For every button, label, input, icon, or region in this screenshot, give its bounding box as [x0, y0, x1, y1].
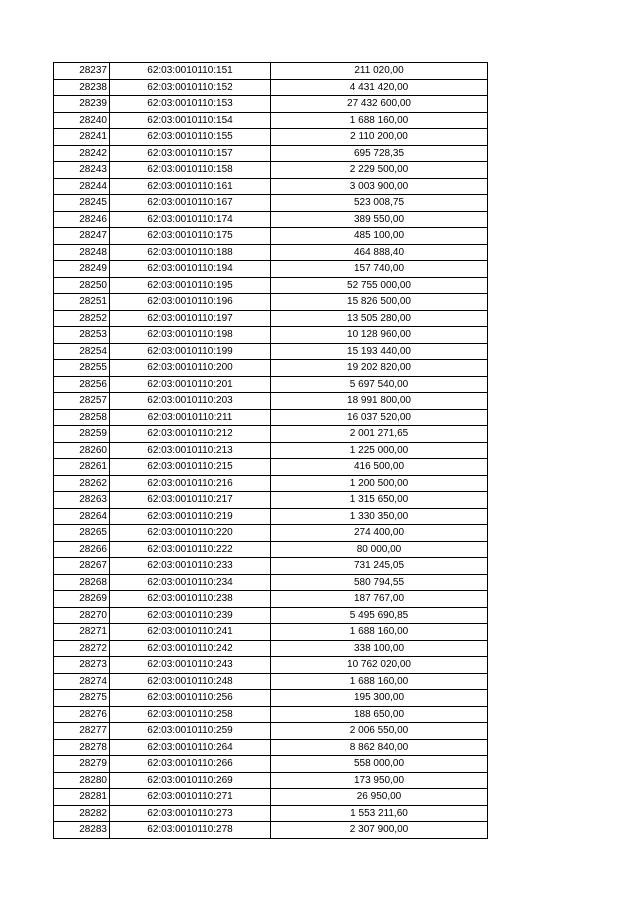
row-number-cell: 28276	[54, 706, 110, 723]
cadastral-number-cell: 62:03:0010110:211	[110, 409, 271, 426]
table-row	[54, 244, 488, 261]
table-row	[54, 673, 488, 690]
cadastral-value-cell: 27 432 600,00	[271, 96, 488, 113]
table-row	[54, 112, 488, 129]
cadastral-value-cell: 1 553 211,60	[271, 805, 488, 822]
cadastral-number-cell: 62:03:0010110:271	[110, 789, 271, 806]
table-row	[54, 475, 488, 492]
cadastral-value-cell: 195 300,00	[271, 690, 488, 707]
table-row	[54, 393, 488, 410]
cadastral-number-cell: 62:03:0010110:199	[110, 343, 271, 360]
table-row	[54, 789, 488, 806]
cadastral-value-cell: 16 037 520,00	[271, 409, 488, 426]
row-number-cell: 28281	[54, 789, 110, 806]
cadastral-number-cell: 62:03:0010110:241	[110, 624, 271, 641]
row-number-cell: 28268	[54, 574, 110, 591]
row-number-cell: 28245	[54, 195, 110, 212]
table-row	[54, 228, 488, 245]
row-number-cell: 28279	[54, 756, 110, 773]
cadastral-number-cell: 62:03:0010110:198	[110, 327, 271, 344]
cadastral-value-cell: 26 950,00	[271, 789, 488, 806]
table-row	[54, 211, 488, 228]
table-row	[54, 772, 488, 789]
cadastral-value-cell: 5 495 690,85	[271, 607, 488, 624]
cadastral-value-cell: 188 650,00	[271, 706, 488, 723]
cadastral-value-cell: 389 550,00	[271, 211, 488, 228]
cadastral-number-cell: 62:03:0010110:216	[110, 475, 271, 492]
cadastral-value-cell: 157 740,00	[271, 261, 488, 278]
cadastral-number-cell: 62:03:0010110:155	[110, 129, 271, 146]
cadastral-number-cell: 62:03:0010110:161	[110, 178, 271, 195]
table-row	[54, 294, 488, 311]
row-number-cell: 28249	[54, 261, 110, 278]
cadastral-number-cell: 62:03:0010110:188	[110, 244, 271, 261]
row-number-cell: 28270	[54, 607, 110, 624]
cadastral-number-cell: 62:03:0010110:219	[110, 508, 271, 525]
cadastral-value-cell: 5 697 540,00	[271, 376, 488, 393]
cadastral-number-cell: 62:03:0010110:195	[110, 277, 271, 294]
cadastral-value-cell: 2 006 550,00	[271, 723, 488, 740]
cadastral-number-cell: 62:03:0010110:243	[110, 657, 271, 674]
cadastral-value-cell: 464 888,40	[271, 244, 488, 261]
cadastral-value-cell: 4 431 420,00	[271, 79, 488, 96]
cadastral-number-cell: 62:03:0010110:203	[110, 393, 271, 410]
table-row	[54, 657, 488, 674]
table-row	[54, 129, 488, 146]
table-row	[54, 195, 488, 212]
table-row	[54, 640, 488, 657]
cadastral-number-cell: 62:03:0010110:258	[110, 706, 271, 723]
table-row	[54, 409, 488, 426]
cadastral-number-cell: 62:03:0010110:266	[110, 756, 271, 773]
row-number-cell: 28275	[54, 690, 110, 707]
cadastral-number-cell: 62:03:0010110:239	[110, 607, 271, 624]
cadastral-value-cell: 187 767,00	[271, 591, 488, 608]
table-row	[54, 508, 488, 525]
table-row	[54, 261, 488, 278]
cadastral-number-cell: 62:03:0010110:174	[110, 211, 271, 228]
cadastral-number-cell: 62:03:0010110:196	[110, 294, 271, 311]
table-row	[54, 525, 488, 542]
cadastral-value-cell: 1 688 160,00	[271, 112, 488, 129]
row-number-cell: 28241	[54, 129, 110, 146]
cadastral-number-cell: 62:03:0010110:238	[110, 591, 271, 608]
cadastral-number-cell: 62:03:0010110:259	[110, 723, 271, 740]
cadastral-value-cell: 1 225 000,00	[271, 442, 488, 459]
row-number-cell: 28253	[54, 327, 110, 344]
cadastral-value-cell: 52 755 000,00	[271, 277, 488, 294]
table-row	[54, 607, 488, 624]
cadastral-number-cell: 62:03:0010110:197	[110, 310, 271, 327]
table-row	[54, 822, 488, 839]
table-row	[54, 591, 488, 608]
cadastral-value-cell: 2 229 500,00	[271, 162, 488, 179]
cadastral-value-cell: 10 762 020,00	[271, 657, 488, 674]
cadastral-number-cell: 62:03:0010110:152	[110, 79, 271, 96]
cadastral-value-cell: 1 330 350,00	[271, 508, 488, 525]
row-number-cell: 28269	[54, 591, 110, 608]
cadastral-value-cell: 485 100,00	[271, 228, 488, 245]
cadastral-value-cell: 274 400,00	[271, 525, 488, 542]
row-number-cell: 28264	[54, 508, 110, 525]
cadastral-value-cell: 523 008,75	[271, 195, 488, 212]
cadastral-number-cell: 62:03:0010110:222	[110, 541, 271, 558]
row-number-cell: 28251	[54, 294, 110, 311]
cadastral-value-cell: 731 245,05	[271, 558, 488, 575]
cadastral-number-cell: 62:03:0010110:242	[110, 640, 271, 657]
table-row	[54, 178, 488, 195]
cadastral-number-cell: 62:03:0010110:212	[110, 426, 271, 443]
row-number-cell: 28243	[54, 162, 110, 179]
row-number-cell: 28280	[54, 772, 110, 789]
cadastral-value-cell: 15 826 500,00	[271, 294, 488, 311]
cadastral-number-cell: 62:03:0010110:157	[110, 145, 271, 162]
cadastral-value-cell: 3 003 900,00	[271, 178, 488, 195]
cadastral-number-cell: 62:03:0010110:213	[110, 442, 271, 459]
cadastral-number-cell: 62:03:0010110:151	[110, 63, 271, 80]
cadastral-value-cell: 1 200 500,00	[271, 475, 488, 492]
cadastral-number-cell: 62:03:0010110:167	[110, 195, 271, 212]
table-row	[54, 805, 488, 822]
row-number-cell: 28272	[54, 640, 110, 657]
table-row	[54, 145, 488, 162]
table-row	[54, 442, 488, 459]
cadastral-number-cell: 62:03:0010110:154	[110, 112, 271, 129]
table-row	[54, 756, 488, 773]
cadastral-value-cell: 580 794,55	[271, 574, 488, 591]
row-number-cell: 28247	[54, 228, 110, 245]
cadastral-value-cell: 13 505 280,00	[271, 310, 488, 327]
cadastral-number-cell: 62:03:0010110:175	[110, 228, 271, 245]
row-number-cell: 28252	[54, 310, 110, 327]
table-row	[54, 79, 488, 96]
cadastral-value-cell: 8 862 840,00	[271, 739, 488, 756]
table-body	[54, 63, 488, 839]
table-row	[54, 310, 488, 327]
row-number-cell: 28254	[54, 343, 110, 360]
table-row	[54, 723, 488, 740]
row-number-cell: 28283	[54, 822, 110, 839]
cadastral-number-cell: 62:03:0010110:215	[110, 459, 271, 476]
cadastral-value-cell: 15 193 440,00	[271, 343, 488, 360]
cadastral-number-cell: 62:03:0010110:233	[110, 558, 271, 575]
table-row	[54, 426, 488, 443]
row-number-cell: 28256	[54, 376, 110, 393]
row-number-cell: 28259	[54, 426, 110, 443]
row-number-cell: 28240	[54, 112, 110, 129]
row-number-cell: 28278	[54, 739, 110, 756]
row-number-cell: 28265	[54, 525, 110, 542]
cadastral-value-cell: 2 001 271,65	[271, 426, 488, 443]
table-row	[54, 376, 488, 393]
table-row	[54, 360, 488, 377]
row-number-cell: 28242	[54, 145, 110, 162]
cadastral-value-cell: 2 307 900,00	[271, 822, 488, 839]
cadastral-value-cell: 18 991 800,00	[271, 393, 488, 410]
table-row	[54, 558, 488, 575]
row-number-cell: 28250	[54, 277, 110, 294]
cadastral-value-cell: 1 688 160,00	[271, 673, 488, 690]
row-number-cell: 28273	[54, 657, 110, 674]
table-row	[54, 63, 488, 80]
table-row	[54, 277, 488, 294]
cadastral-number-cell: 62:03:0010110:278	[110, 822, 271, 839]
cadastral-number-cell: 62:03:0010110:201	[110, 376, 271, 393]
cadastral-number-cell: 62:03:0010110:158	[110, 162, 271, 179]
cadastral-value-cell: 416 500,00	[271, 459, 488, 476]
cadastral-value-cell: 1 315 650,00	[271, 492, 488, 509]
cadastral-number-cell: 62:03:0010110:220	[110, 525, 271, 542]
row-number-cell: 28267	[54, 558, 110, 575]
table-row	[54, 96, 488, 113]
row-number-cell: 28266	[54, 541, 110, 558]
cadastral-value-cell: 338 100,00	[271, 640, 488, 657]
table-row	[54, 574, 488, 591]
cadastral-value-cell: 80 000,00	[271, 541, 488, 558]
cadastral-number-cell: 62:03:0010110:153	[110, 96, 271, 113]
cadastral-value-cell: 2 110 200,00	[271, 129, 488, 146]
table-row	[54, 327, 488, 344]
row-number-cell: 28246	[54, 211, 110, 228]
cadastral-value-cell: 1 688 160,00	[271, 624, 488, 641]
cadastral-number-cell: 62:03:0010110:264	[110, 739, 271, 756]
row-number-cell: 28238	[54, 79, 110, 96]
cadastral-value-cell: 695 728,35	[271, 145, 488, 162]
row-number-cell: 28263	[54, 492, 110, 509]
cadastral-number-cell: 62:03:0010110:269	[110, 772, 271, 789]
row-number-cell: 28282	[54, 805, 110, 822]
cadastral-value-table	[53, 62, 488, 839]
cadastral-value-cell: 19 202 820,00	[271, 360, 488, 377]
row-number-cell: 28237	[54, 63, 110, 80]
row-number-cell: 28262	[54, 475, 110, 492]
row-number-cell: 28257	[54, 393, 110, 410]
row-number-cell: 28274	[54, 673, 110, 690]
table-row	[54, 624, 488, 641]
cadastral-number-cell: 62:03:0010110:256	[110, 690, 271, 707]
table-row	[54, 706, 488, 723]
row-number-cell: 28261	[54, 459, 110, 476]
cadastral-value-cell: 173 950,00	[271, 772, 488, 789]
table-row	[54, 690, 488, 707]
row-number-cell: 28271	[54, 624, 110, 641]
row-number-cell: 28258	[54, 409, 110, 426]
row-number-cell: 28255	[54, 360, 110, 377]
table-row	[54, 459, 488, 476]
cadastral-value-cell: 211 020,00	[271, 63, 488, 80]
cadastral-number-cell: 62:03:0010110:248	[110, 673, 271, 690]
row-number-cell: 28277	[54, 723, 110, 740]
cadastral-number-cell: 62:03:0010110:273	[110, 805, 271, 822]
cadastral-number-cell: 62:03:0010110:194	[110, 261, 271, 278]
cadastral-value-cell: 558 000,00	[271, 756, 488, 773]
row-number-cell: 28244	[54, 178, 110, 195]
row-number-cell: 28239	[54, 96, 110, 113]
table-row	[54, 162, 488, 179]
table-row	[54, 343, 488, 360]
row-number-cell: 28260	[54, 442, 110, 459]
table-row	[54, 492, 488, 509]
cadastral-number-cell: 62:03:0010110:234	[110, 574, 271, 591]
cadastral-number-cell: 62:03:0010110:200	[110, 360, 271, 377]
table-row	[54, 739, 488, 756]
table-row	[54, 541, 488, 558]
row-number-cell: 28248	[54, 244, 110, 261]
cadastral-number-cell: 62:03:0010110:217	[110, 492, 271, 509]
cadastral-value-cell: 10 128 960,00	[271, 327, 488, 344]
